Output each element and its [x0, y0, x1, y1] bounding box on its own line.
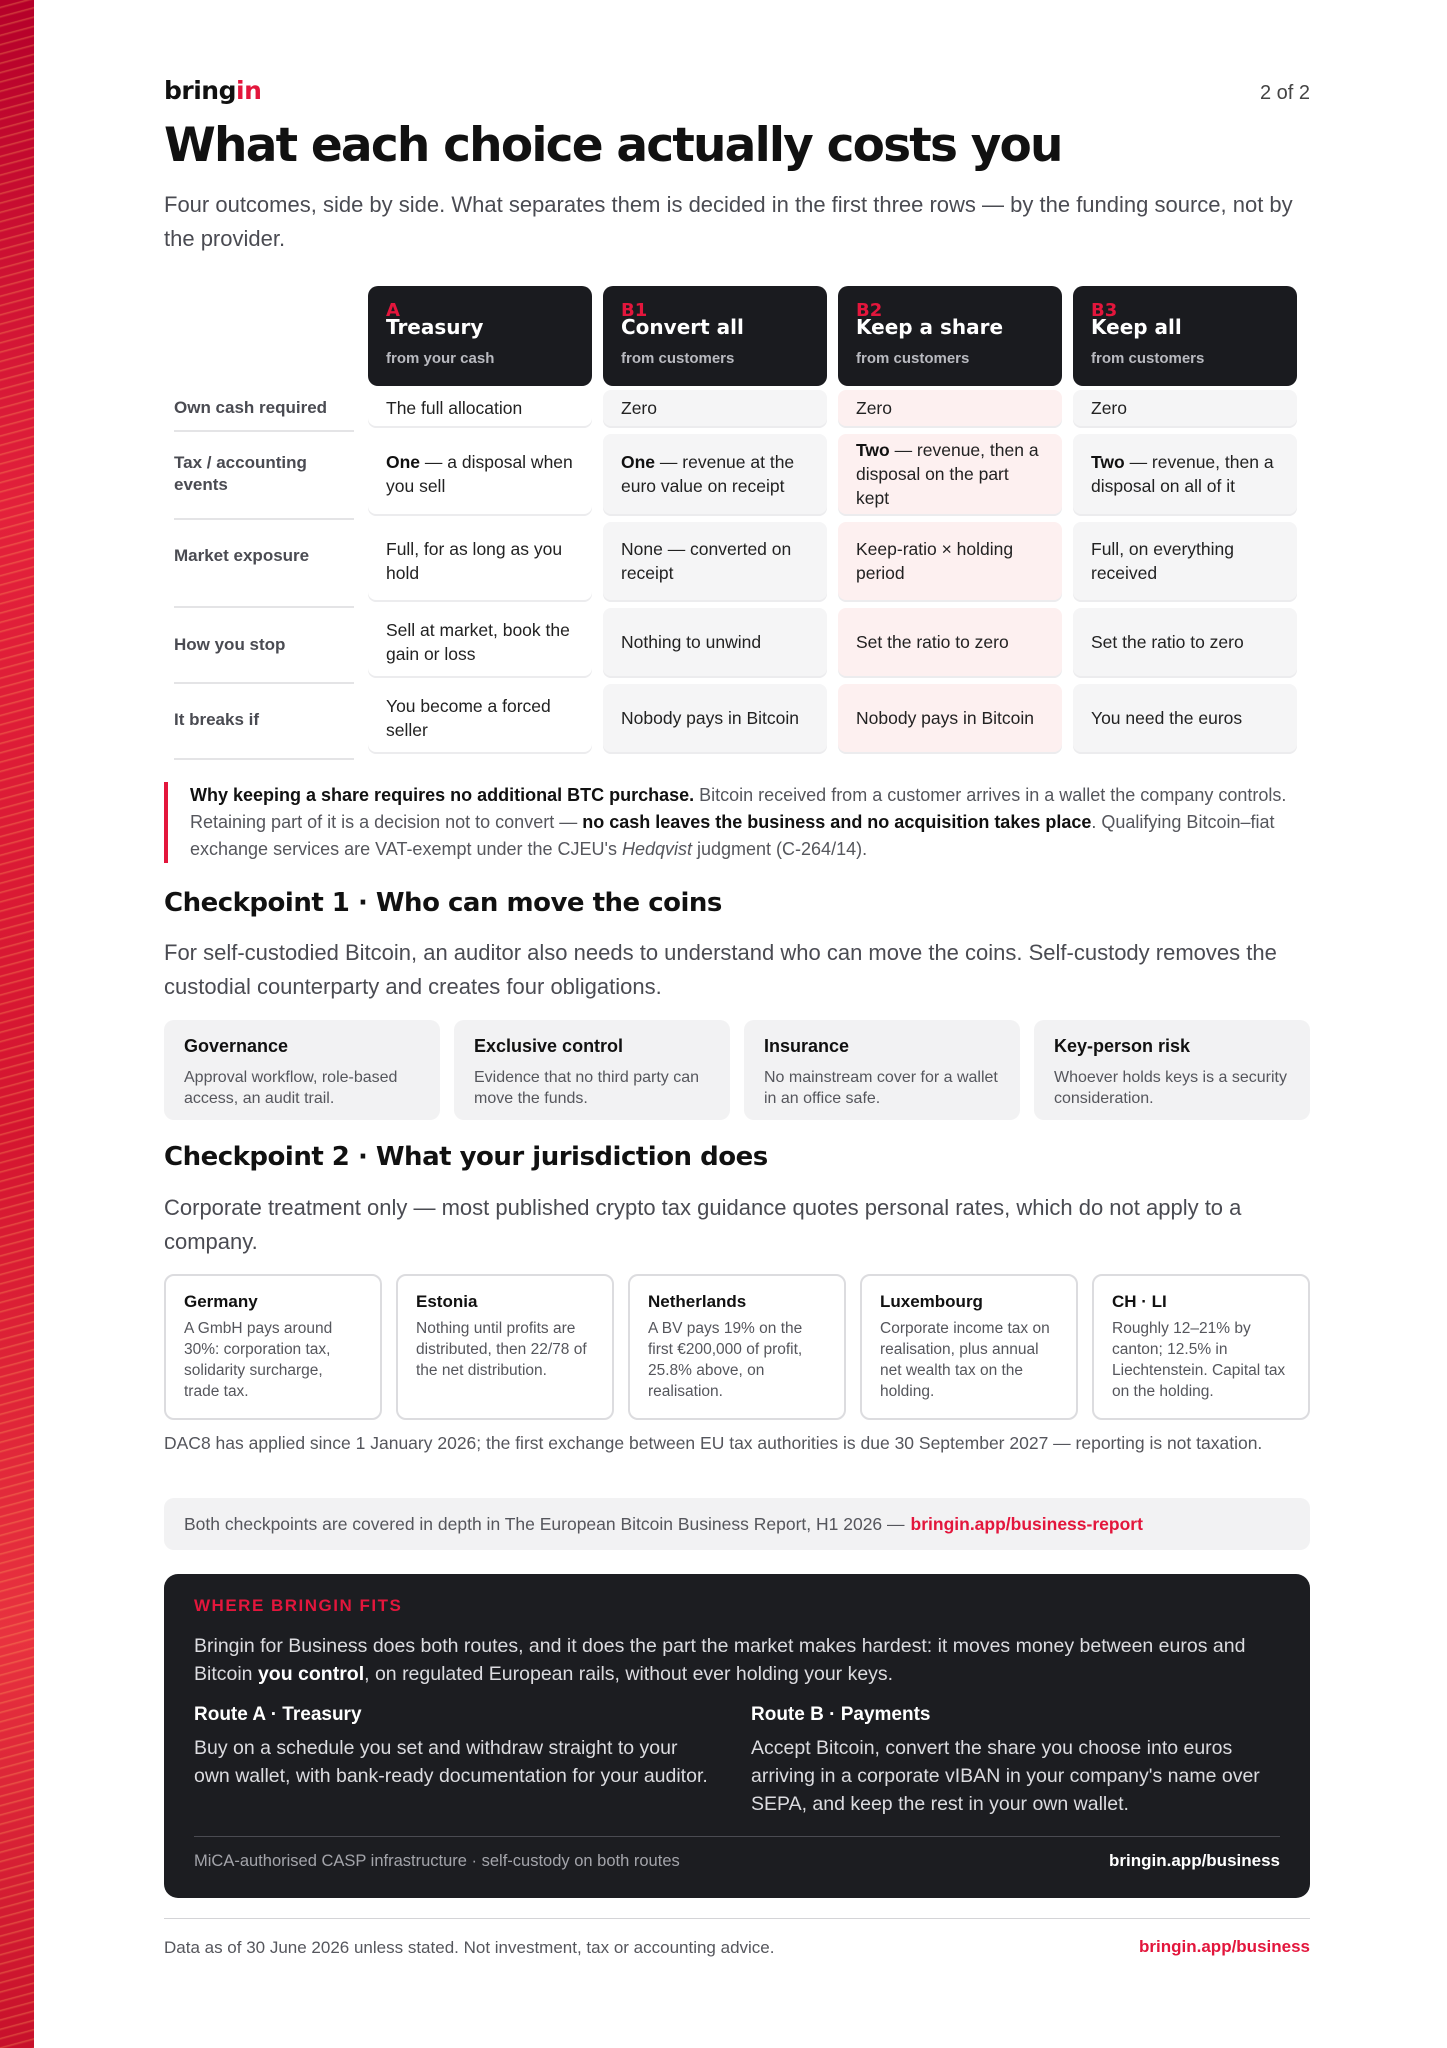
route-b: Route B · Payments Accept Bitcoin, convert the share you choose into euros arriving in a corporate vIBAN in your company's name over SEPA, and keep the rest in your own wallet. [751, 1704, 1260, 1815]
obligation-card-exclusive-control: Exclusive control Evidence that no third party can move the funds. [454, 1020, 730, 1120]
jurisdiction-card-netherlands: Netherlands A BV pays 19% on the first €200,000 of profit, 25.8% above, on realisation. [628, 1274, 846, 1420]
page-title: What each choice actually costs you [164, 118, 1062, 173]
decorative-red-sidebar [0, 0, 34, 2048]
row-label-tax-events: Tax / accounting events [174, 453, 307, 494]
obligation-card-governance: Governance Approval workflow, role-based access, an audit trail. [164, 1020, 440, 1120]
where-bringin-fits-panel [164, 1574, 1310, 1898]
fits-footer-note: MiCA-authorised CASP infrastructure · self-custody on both routes [194, 1852, 680, 1870]
row-label-own-cash: Own cash required [174, 398, 328, 417]
report-reference-bar [164, 1498, 1310, 1550]
obligation-card-key-person-risk: Key-person risk Whoever holds keys is a security consideration. [1034, 1020, 1310, 1120]
reference-text: Both checkpoints are covered in depth in The European Bitcoin Business Report, H1 2026 — [184, 1513, 905, 1534]
table-cell: You need the euros [1073, 684, 1297, 752]
jurisdiction-card-luxembourg: Luxembourg Corporate income tax on realisation, plus annual net wealth tax on the holding. [860, 1274, 1078, 1420]
brand-logo: bringin [164, 76, 262, 105]
footer-disclaimer: Data as of 30 June 2026 unless stated. Not investment, tax or accounting advice. [164, 1938, 775, 1957]
footer-divider [164, 1918, 1310, 1919]
row-divider [174, 758, 354, 760]
table-cell: Full, for as long as you hold [368, 522, 592, 600]
obligation-card-insurance: Insurance No mainstream cover for a wallet in an office safe. [744, 1020, 1020, 1120]
checkpoint-2-cards [164, 1274, 1310, 1420]
checkpoint-1-lead: For self-custodied Bitcoin, an auditor also needs to understand who can move the coins. Self-custody removes the custodial counterparty and creates four obligations. [164, 940, 1277, 999]
page [164, 0, 1310, 2048]
fits-kicker: WHERE BRINGIN FITS [194, 1596, 403, 1615]
table-cell: Set the ratio to zero [1073, 608, 1297, 676]
column-header-b3: B3 Keep all from customers [1073, 286, 1297, 386]
table-cell: Zero [603, 390, 827, 426]
table-cell: Nothing to unwind [603, 608, 827, 676]
jurisdiction-card-ch-li: CH · LI Roughly 12–21% by canton; 12.5% in Liechtenstein. Capital tax on the holding. [1092, 1274, 1310, 1420]
jurisdiction-card-germany: Germany A GmbH pays around 30%: corporation tax, solidarity surcharge, trade tax. [164, 1274, 382, 1420]
row-label-market-exposure: Market exposure [174, 546, 310, 565]
table-cell: One — revenue at the euro value on receipt [603, 434, 827, 514]
column-header-b2: B2 Keep a share from customers [838, 286, 1062, 386]
dac8-note: DAC8 has applied since 1 January 2026; the first exchange between EU tax authorities is due 30 September 2027 — reporting is not taxation. [164, 1433, 1263, 1453]
checkpoint-2-heading: Checkpoint 2 · What your jurisdiction does [164, 1142, 768, 1172]
checkpoint-1-heading: Checkpoint 1 · Who can move the coins [164, 888, 722, 918]
page-subtitle: Four outcomes, side by side. What separates them is decided in the first three rows — by the funding source, not by the provider. [164, 192, 1293, 251]
table-cell: One — a disposal when you sell [368, 434, 592, 514]
routes [194, 1704, 1280, 1824]
table-cell: None — converted on receipt [603, 522, 827, 600]
fits-business-link[interactable]: bringin.app/business [1109, 1851, 1280, 1870]
fits-intro: Bringin for Business does both routes, and it does the part the market makes hardest: it moves money between euros and Bitcoin you control, on regulated European rails, without ever holding your keys. [194, 1635, 1246, 1685]
column-header-a: A Treasury from your cash [368, 286, 592, 386]
table-cell: The full allocation [368, 390, 592, 426]
column-header-b1: B1 Convert all from customers [603, 286, 827, 386]
table-cell: Two — revenue, then a disposal on the part kept [838, 434, 1062, 514]
table-cell: Nobody pays in Bitcoin [838, 684, 1062, 752]
row-label-how-you-stop: How you stop [174, 635, 286, 654]
table-cell: Set the ratio to zero [838, 608, 1062, 676]
row-divider [174, 606, 354, 608]
table-cell: Zero [838, 390, 1062, 426]
table-cell: You become a forced seller [368, 684, 592, 752]
footer-link[interactable]: bringin.app/business [1139, 1937, 1310, 1956]
table-cell: Keep-ratio × holding period [838, 522, 1062, 600]
page-number: 2 of 2 [1259, 82, 1310, 104]
table-cell: Full, on everything received [1073, 522, 1297, 600]
jurisdiction-card-estonia: Estonia Nothing until profits are distributed, then 22/78 of the net distribution. [396, 1274, 614, 1420]
explanation-callout: Why keeping a share requires no additional BTC purchase. Bitcoin received from a customer arrives in a wallet the company controls. Retaining part of it is a decision not to convert — no cash leaves the business and no acquisition takes place. Qualifying Bitcoin–fiat exchange services are VAT-exempt under the CJEU's Hedqvist judgment (C-264/14). [164, 782, 1310, 863]
route-a: Route A · Treasury Buy on a schedule you set and withdraw straight to your own wallet, with bank-ready documentation for your auditor. [194, 1704, 708, 1787]
table-cell: Sell at market, book the gain or loss [368, 608, 592, 676]
checkpoint-2-lead: Corporate treatment only — most published crypto tax guidance quotes personal rates, which do not apply to a company. [164, 1195, 1242, 1254]
row-divider [174, 430, 354, 432]
checkpoint-1-cards [164, 1020, 1310, 1120]
table-cell: Nobody pays in Bitcoin [603, 684, 827, 752]
row-label-it-breaks-if: It breaks if [174, 710, 260, 729]
business-report-link[interactable]: bringin.app/business-report [910, 1513, 1143, 1534]
table-cell: Two — revenue, then a disposal on all of it [1073, 434, 1297, 514]
row-divider [174, 518, 354, 520]
fits-divider [194, 1836, 1280, 1837]
table-cell: Zero [1073, 390, 1297, 426]
